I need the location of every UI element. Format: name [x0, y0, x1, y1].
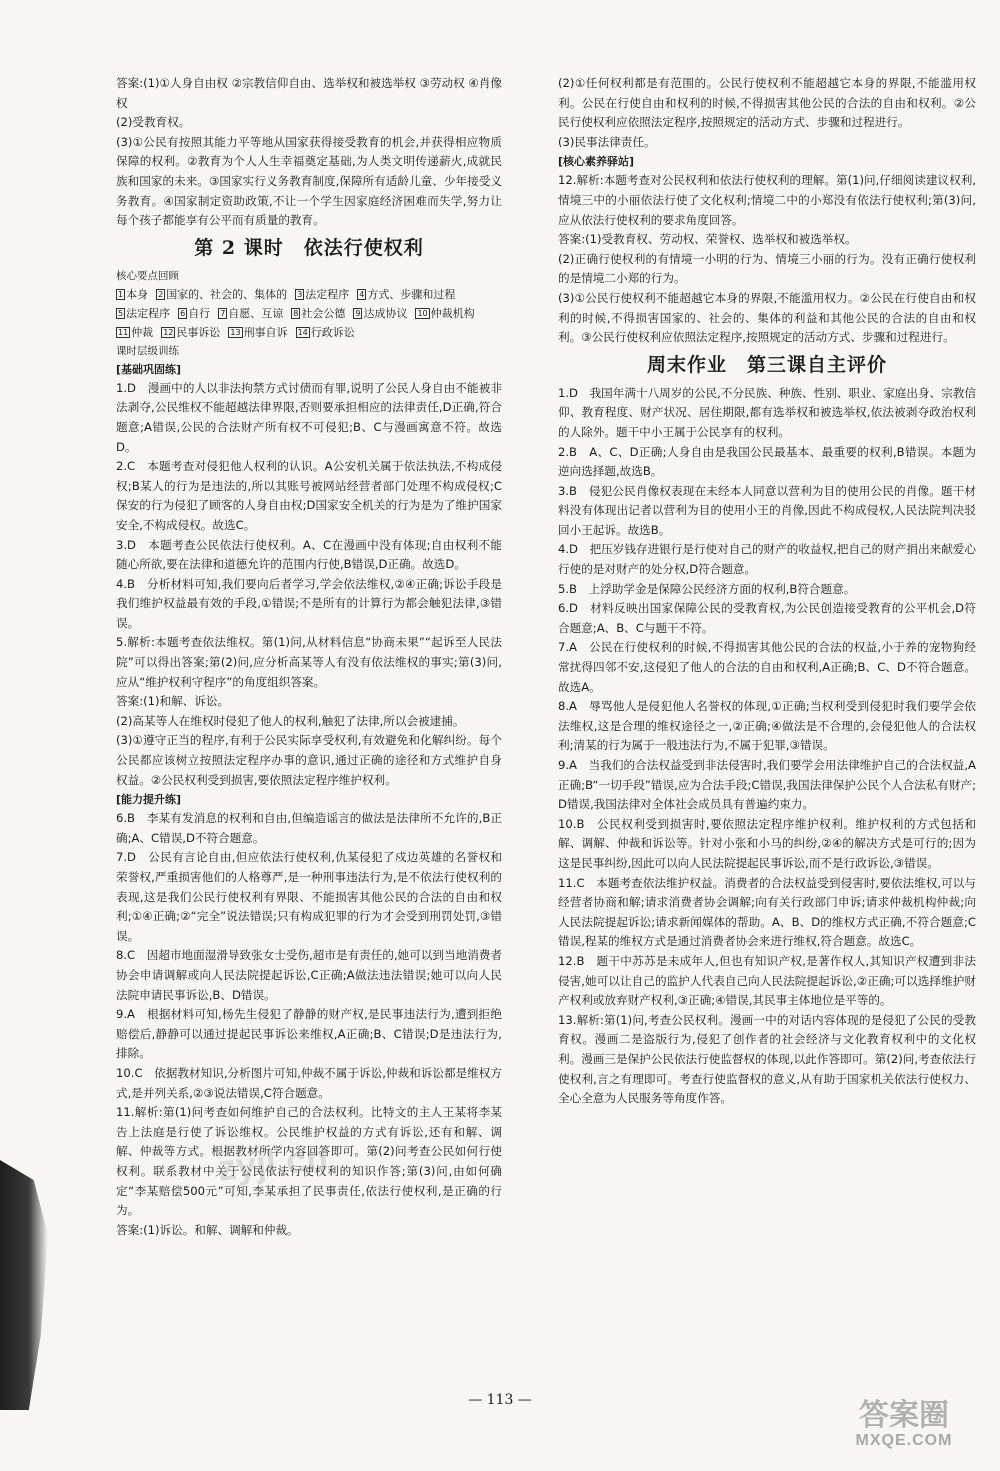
- question-item: 4.D 把压岁钱存进银行是行使对自己的财产的收益权,把自己的财产捐出来献爱心行使的是对财产的处分权,D符合题意。: [558, 542, 976, 577]
- question-item: 8.C 因超市地面湿滑导致张女士受伤,超市是有责任的,她可以到当地消费者协会申请调解或向人民法院提起诉讼,C正确;A做法违法错误;她可以向人民法院申请民事诉讼,B、D错误。: [116, 948, 502, 1002]
- question-item: 5.B 上浮助学金是保障公民经济方面的权利,B符合题意。: [558, 581, 856, 596]
- scan-edge-shadow: [0, 1160, 48, 1410]
- question-item: 6.D 材料反映出国家保障公民的受教育权,为公民创造接受教育的公平机会,D符合题意;A、B、C与题干不符。: [558, 601, 976, 635]
- question-item: 7.A 公民在行使权利的时候,不得损害其他公民的合法的权益,小于养的宠物狗经常扰得四邻不安,这侵犯了他人的合法的自由和权利,A正确;B、C、D不符合题意。故选A。: [558, 640, 976, 694]
- basic-section-label: [基础巩固练]: [116, 362, 182, 376]
- question-item: 6.B 李某有发消息的权利和自由,但编造谣言的做法是法律所不允许的,B正确;A、C错误,D不符合题意。: [116, 811, 502, 845]
- answer-line: 答案:(1)受教育权、劳动权、荣誉权、选举权和被选举权。: [558, 232, 857, 247]
- answer-line: (2)正确行使权利的有情境一小明的行为、情境三小丽的行为。没有正确行使权利的是情境二小郑的行为。: [558, 251, 976, 286]
- watermark-brand-text: 答案圈: [859, 1398, 949, 1433]
- key-point-item: 2 国家的、社会的、集体的: [158, 287, 288, 301]
- key-point-item: 3 法定程序: [297, 287, 350, 301]
- question-item: 3.D 本题考查公民依法行使权利。A、C在漫画中没有体现;自由权利不能随心所欲,要在法律和道德允许的范围内行使,B错误,D正确。故选D。: [116, 537, 502, 572]
- left-column: [116, 74, 502, 1240]
- key-point-item: 5 法定程序: [118, 306, 171, 320]
- question-item: 13.解析:第(1)问,考查公民权利。漫画一中的对话内容体现的是侵犯了公民的受教育权。漫画二是盗版行为,侵犯了创作者的社会经济与文化教育权利中的文化权利。漫画三是保护公民依法行使监督权的体现,以此作答即可。第(2)问,考查依法行使权利,言之有理即可。考查行使监督权的意义,从有助于国家机关依法行使权力、全心全意为人民服务等角度作答。: [558, 1012, 976, 1106]
- answer-line: (2)高某等人在维权时侵犯了他人的权利,触犯了法律,所以会被逮捕。: [116, 713, 465, 728]
- question-item: 4.B 分析材料可知,我们要向后者学习,学会依法维权,②④正确;诉讼手段是我们维护权益最有效的手段,①错误;不是所有的计算行为都会触犯法律,③错误。: [116, 576, 502, 630]
- key-point-item: 4 方式、步骤和过程: [359, 287, 456, 301]
- page-number: — 113 —: [468, 1392, 532, 1408]
- question-item: 9.A 根据材料可知,杨先生侵犯了静静的财产权,是民事违法行为,遭到拒绝赔偿后,静静可以通过提起民事诉讼来维权,A正确;B、C错误;D是违法行为,排除。: [116, 1007, 502, 1061]
- question-item: 11.C 本题考查依法维护权益。消费者的合法权益受到侵害时,要依法维权,可以与经营者协商和解;请求消费者协会调解;向有关行政部门申诉;请求仲裁机构仲裁;向人民法院提起诉讼;请求新闻媒体的帮助。A、B、D的维权方式正确,不符合题意;C错误,程某的维权方式是通过消费者协会来进行维权,符合题意。故选C。: [558, 875, 976, 949]
- answer-line: (3)①公民行使权利不能超越它本身的界限,不能滥用权力。②公民在行使自由和权利的时候,不得损害国家的、社会的、集体的利益和其他公民的合法的自由和权利。③公民行使权利应依照法定程序,按照规定的活动方式、步骤和过程进行。: [558, 290, 976, 345]
- key-point-item: 6 自行: [180, 306, 211, 320]
- answer-line: 答案:(1)和解、诉讼。: [116, 694, 230, 709]
- paragraph: (2)①任何权利都是有范围的。公民行使权利不能超越它本身的界限,不能滥用权利。公民在行使自由和权利的时候,不得损害其他公民的合法的自由和权利。②公民行使权利应依照法定程序,按照规定的活动方式、步骤和过程进行。: [558, 76, 976, 130]
- watermark-url: MXQE.COM: [855, 1432, 953, 1449]
- question-item: 5.解析:本题考查依法维权。第(1)问,从材料信息“协商未果”“起诉至人民法院”可以得出答案;第(2)问,应分析高某等人有没有依法维权的事实;第(3)问,应从“维护权利守程序”的角度组织答案。: [116, 635, 502, 689]
- weekend-title: 周末作业 第三课自主评价: [646, 353, 887, 376]
- key-points-list: [116, 285, 502, 342]
- question-item: 10.B 公民权利受到损害时,要依照法定程序维护权利。维护权利的方式包括和解、调解、仲裁和诉讼等。针对小张和小马的纠纷,②④的解决方式是可行的;因为这是民事纠纷,因此可以向人民法院提起民事诉讼,而不是行政诉讼,③错误。: [558, 816, 976, 870]
- question-item: 12.解析:本题考查对公民权利和依法行使权利的理解。第(1)问,仔细阅读建议权利,情境三中的小丽依法行使了文化权利;情境二中的小郑没有依法行使权利;第(3)问,应从依法行使权利的要求角度回答。: [558, 173, 976, 227]
- question-item: 8.A 辱骂他人是侵犯他人名誉权的体现,①正确;当权利受到侵犯时我们要学会依法维权,这是合理的维权途径之一,②正确;④做法是不合理的,会侵犯他人的合法权利;清某的行为属于一般违法行为,不属于犯罪,③错误。: [558, 699, 976, 753]
- key-point-item: 8 社会公德: [293, 306, 346, 320]
- paragraph: (3)民事法律责任。: [558, 134, 656, 149]
- core-section-label: [核心素养驿站]: [558, 155, 635, 169]
- question-item: 7.D 公民有言论自由,但应依法行使权利,仇某侵犯了戍边英雄的名誉权和荣誉权,严重损害他们的人格尊严,是一种刑事违法行为,是不依法行使权利的表现,这是我们公民行使权利有界限、不能损害其他公民的合法的自由和权利;①④正确;②“完全”说法错误;只有构成犯罪的行为才会受到刑罚处罚,③错误。: [116, 850, 502, 943]
- paragraph: 答案:(1)①人身自由权 ②宗教信仰自由、选举权和被选举权 ③劳动权 ④肖像权: [116, 76, 502, 110]
- lesson-title: 第 2 课时 依法行使权利: [194, 236, 424, 259]
- training-label: 课时层级训练: [116, 344, 179, 357]
- question-item: 10.C 依据教材知识,分析图片可知,仲裁不属于诉讼,仲裁和诉讼都是维权方式,是并列关系,②③说法错误,C符合题意。: [116, 1065, 502, 1100]
- question-item: 2.C 本题考查对侵犯他人权利的认识。A公安机关属于依法执法,不构成侵权;B某人的行为是违法的,所以其账号被网站经营者部门处理不构成侵权;C保安的行为侵犯了顾客的人身自由权;D国家安全机关的行为是为了维护国家安全,不构成侵权。故选C。: [116, 459, 502, 532]
- question-item: 12.B 题干中苏苏是未成年人,但也有知识产权,是著作权人,其知识产权遭到非法侵害,她可以让自己的监护人代表自己向人民法院提起诉讼,②正确;可以选择维护财产权利或放弃财产权利,③正确;④错误,其民事主体地位是平等的。: [558, 953, 976, 1008]
- question-item: 9.A 当我们的合法权益受到非法侵害时,我们要学会用法律维护自己的合法权益,A正确;B“一切手段”错误,应为合法手段;C错误,我国法律保护公民个人合法私有财产;D错误,我国法律对全体社会成员具有普遍约束力。: [558, 758, 976, 812]
- key-point-item: 12 民事诉讼: [163, 325, 221, 339]
- answer-line: 答案:(1)诉讼。和解、调解和仲裁。: [116, 1222, 299, 1237]
- key-point-item: 10 仲裁机构: [417, 306, 475, 320]
- advanced-section-label: [能力提升练]: [116, 793, 182, 807]
- basic-items: [116, 379, 502, 790]
- core-items: [558, 171, 976, 347]
- right-column: [558, 74, 976, 1109]
- question-item: 2.B A、C、D正确;人身自由是我国公民最基本、最重要的权利,B错误。本题为逆向选择题,故选B。: [558, 444, 976, 479]
- top-answer-block: [116, 74, 502, 231]
- paragraph: (2)受教育权。: [116, 115, 191, 130]
- answer-line: (3)①遵守正当的程序,有利于公民实际享受权利,有效避免和化解纠纷。每个公民都应该树立按照法定程序办事的意识,通过正确的途径和方式维护自身权益。②公民权利受到损害,要依照法定程序维护权利。: [116, 733, 502, 787]
- watermark-logo: [824, 1400, 984, 1464]
- key-point-item: 14 行政诉讼: [297, 325, 355, 339]
- question-item: 11.解析:第(1)问考查如何维护自己的合法权利。比特文的主人王某将李某告上法庭是行使了诉讼维权。公民维护权益的方式有诉讼,还有和解、调解、仲裁等方式。根据教材所学内容回答即可。第(2)问考查公民如何行使权利。联系教材中关于公民依法行使权利的知识作答;第(3)问,由如何确定“李某赔偿500元”可知,李某承担了民事责任,依法行使权利,是正确的行为。: [116, 1105, 502, 1218]
- key-point-item: 7 自愿、互谅: [220, 306, 284, 320]
- key-point-item: 9 达成协议: [355, 306, 408, 320]
- top-answer-continued: [558, 74, 976, 152]
- key-point-item: 11 仲裁: [118, 325, 154, 339]
- key-point-item: 1 本身: [118, 287, 149, 301]
- question-item: 3.B 侵犯公民肖像权表现在未经本人同意以营利为目的使用公民的肖像。题干材料没有体现出记者以营利为目的使用小王的肖像,因此不构成侵权,人民法院判决驳回小王起诉。故选B。: [558, 483, 976, 537]
- question-item: 1.D 漫画中的人以非法拘禁方式讨债而有罪,说明了公民人身自由不能被非法剥夺,公民维权不能超越法律界限,否则要承担相应的法律责任,D正确,符合题意;A错误,公民的合法财产所有权不可侵犯;B、C与漫画寓意不符。故选D。: [116, 380, 502, 454]
- key-point-item: 13 刑事自诉: [230, 325, 288, 339]
- weekend-items: [558, 384, 976, 1109]
- watermark-site: zyjl.cn: [216, 1136, 330, 1189]
- paragraph: (3)①公民有按照其能力平等地从国家获得接受教育的机会,并获得相应物质保障的权利。②教育为个人人生幸福奠定基础,为人类文明传递薪火,成就民族和国家的未来。③国家实行义务教育制度,保障所有适龄儿童、少年接受义务教育。④国家制定资助政策,不让一个学生因家庭经济困难而失学,努力让每个孩子都能享有公平而有质量的教育。: [116, 134, 502, 228]
- question-item: 1.D 我国年满十八周岁的公民,不分民族、种族、性别、职业、家庭出身、宗教信仰、教育程度、财产状况、居住期限,都有选举权和被选举权,依法被剥夺政治权利的人除外。题干中小王属于公民享有的权利。: [558, 385, 976, 439]
- key-points-label: 核心要点回顾: [116, 269, 179, 282]
